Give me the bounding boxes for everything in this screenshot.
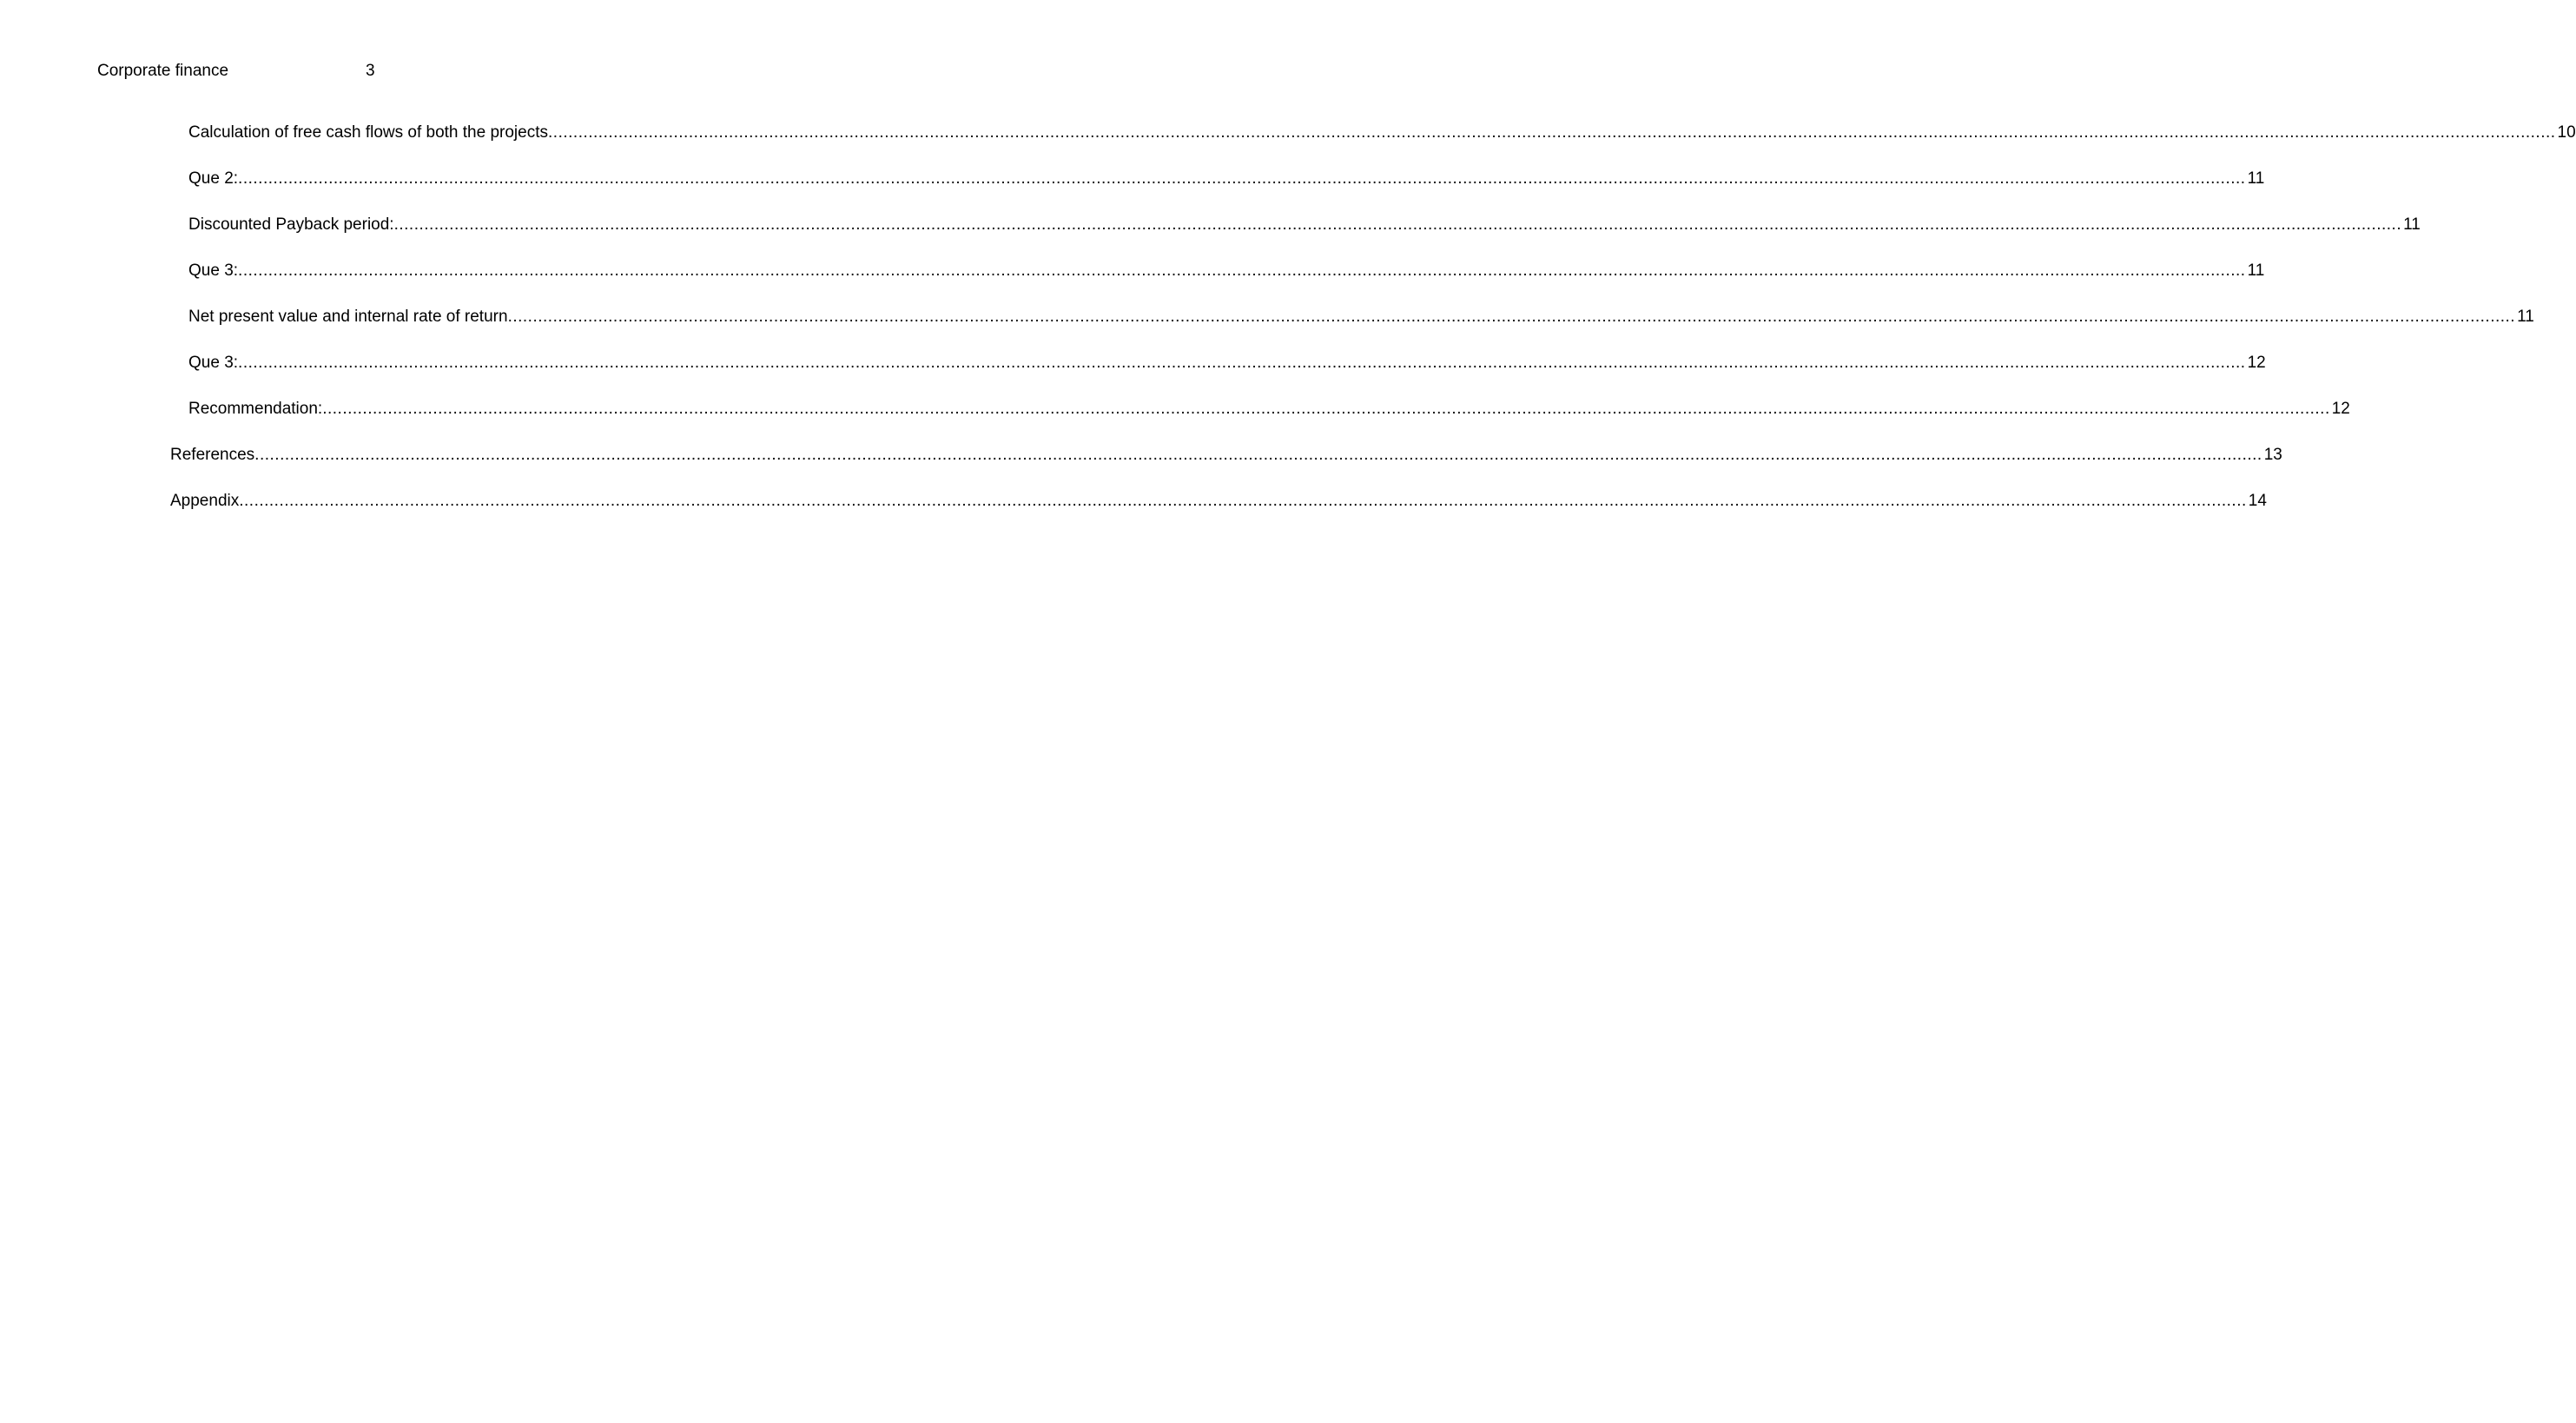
toc-entry-page: 13: [2263, 446, 2282, 464]
toc-entry-text: Net present value and internal rate of return: [188, 308, 508, 326]
toc-entry-page: 11: [2247, 261, 2265, 280]
toc-entry-text: Calculation of free cash flows of both the projects: [188, 123, 549, 142]
toc-entry-text: Discounted Payback period:: [188, 215, 394, 234]
toc-entry-que-3-second[interactable]: [188, 351, 2266, 374]
toc-entry-page: 14: [2248, 492, 2267, 510]
toc-entry-que-3[interactable]: [188, 259, 2265, 281]
toc-entry-page: 11: [2517, 308, 2534, 326]
toc-entry-page: 12: [2331, 400, 2350, 418]
toc-dot-leader: ................................................................................................................................................................................................................................................................................................................................................................................................................: [254, 446, 2262, 464]
toc-entry-recommendation[interactable]: [188, 397, 2350, 420]
header-title: Corporate finance: [97, 62, 229, 80]
toc-entry-text: Que 3:: [188, 354, 239, 372]
toc-entry-page: 10: [2557, 123, 2576, 142]
toc-dot-leader: ................................................................................................................................................................................................................................................................................................................................................................................................................: [393, 215, 2402, 234]
toc-entry-free-cash-flows[interactable]: [188, 121, 2576, 143]
toc-entry-discounted-payback[interactable]: [188, 213, 2421, 235]
toc-entry-text: Recommendation:: [188, 400, 323, 418]
toc-entry-page: 12: [2247, 354, 2266, 372]
toc-entry-npv-irr[interactable]: [188, 305, 2534, 328]
toc-dot-leader: ................................................................................................................................................................................................................................................................................................................................................................................................................: [548, 123, 2556, 142]
toc-dot-leader: ................................................................................................................................................................................................................................................................................................................................................................................................................: [238, 169, 2246, 188]
toc-entry-page: 11: [2403, 215, 2421, 234]
header-page-number: 3: [366, 62, 375, 80]
toc-dot-leader: ................................................................................................................................................................................................................................................................................................................................................................................................................: [238, 354, 2246, 372]
toc-dot-leader: ................................................................................................................................................................................................................................................................................................................................................................................................................: [322, 400, 2330, 418]
toc-dot-leader: ................................................................................................................................................................................................................................................................................................................................................................................................................: [507, 308, 2516, 326]
toc-entry-text: Appendix: [170, 492, 240, 510]
toc-entry-text: Que 2:: [188, 169, 239, 188]
toc-entry-que-2[interactable]: [188, 167, 2265, 189]
toc-entry-text: Que 3:: [188, 261, 239, 280]
toc-entry-text: References: [170, 446, 255, 464]
toc-dot-leader: ................................................................................................................................................................................................................................................................................................................................................................................................................: [239, 492, 2247, 510]
toc-dot-leader: ................................................................................................................................................................................................................................................................................................................................................................................................................: [238, 261, 2246, 280]
toc-entry-page: 11: [2247, 169, 2265, 188]
toc-entry-references[interactable]: [170, 443, 2282, 466]
toc-entry-appendix[interactable]: [170, 489, 2267, 512]
